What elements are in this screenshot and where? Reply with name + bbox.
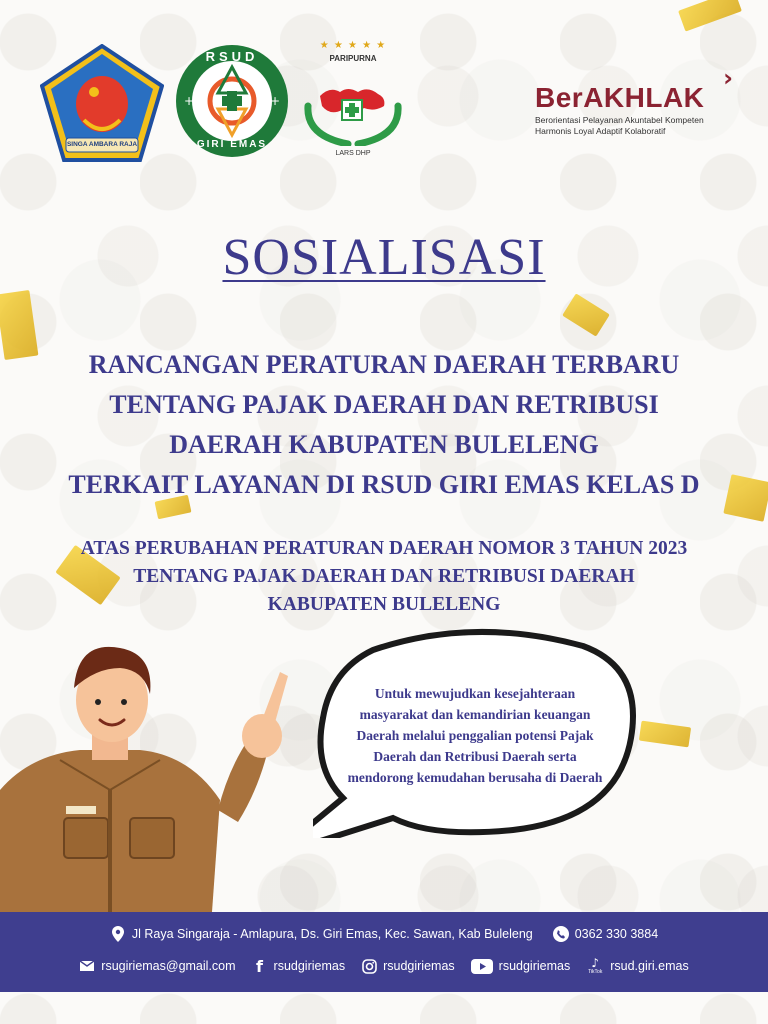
subtitle-line: KABUPATEN BULELENG — [267, 594, 501, 615]
facebook-text: rsudgiriemas — [273, 959, 346, 973]
svg-text:+: + — [270, 94, 281, 108]
email-text: rsugiriemas@gmail.com — [101, 959, 236, 973]
berakhlak-brand: BerAKHLAK — [535, 82, 705, 113]
instagram-text: rsudgiriemas — [383, 959, 455, 973]
bubble-line: mendorong kemudahan berusaha di Daerah — [347, 770, 603, 785]
youtube-item[interactable] — [471, 958, 571, 974]
lars-label: LARS DHP — [335, 150, 371, 157]
confetti-decoration — [562, 293, 610, 336]
youtube-text: rsudgiriemas — [498, 959, 571, 973]
tiktok-item[interactable] — [586, 956, 689, 976]
address-item — [110, 926, 533, 942]
subtitle-line: RANCANGAN PERATURAN DAERAH TERBARU — [88, 350, 680, 379]
subtitle-line: ATAS PERUBAHAN PERATURAN DAERAH NOMOR 3 TAHUN 2023 — [80, 538, 688, 559]
bubble-line: Untuk mewujudkan kesejahteraan — [374, 686, 576, 701]
youtube-icon — [471, 958, 493, 974]
subtitle-line: TERKAIT LAYANAN DI RSUD GIRI EMAS KELAS D — [68, 470, 700, 499]
footer-row-1 — [0, 926, 768, 942]
confetti-decoration — [639, 721, 691, 748]
svg-text:+: + — [184, 94, 195, 108]
contact-footer — [0, 912, 768, 992]
bubble-line: Daerah dan Retribusi Daerah serta — [373, 749, 577, 764]
rsud-giri-emas-logo — [174, 43, 290, 159]
rsud-logo-bottom-text: GIRI EMAS — [196, 139, 268, 150]
subtitle-line: TENTANG PAJAK DAERAH DAN RETRIBUSI DAERAH — [133, 566, 635, 587]
berakhlak-logo — [535, 66, 735, 136]
phone-text: 0362 330 3884 — [574, 927, 659, 941]
facebook-item[interactable] — [252, 958, 346, 974]
tiktok-icon: ♪ TikTok — [588, 956, 603, 975]
officer-character-illustration — [0, 640, 300, 912]
page-title: SOSIALISASI — [222, 229, 546, 286]
address-text: Jl Raya Singaraja - Amlapura, Ds. Giri Emas, Kec. Sawan, Kab Buleleng — [131, 927, 533, 941]
tiktok-text: rsud.giri.emas — [610, 959, 689, 973]
subtitle-secondary — [20, 535, 748, 619]
phone-icon — [553, 926, 569, 942]
chevron-right-icon: › — [723, 64, 733, 92]
speech-bubble-text — [330, 683, 620, 788]
singa-ambara-raja-logo — [40, 44, 164, 162]
paripurna-stars: ★ ★ ★ ★ ★ — [319, 40, 387, 51]
berakhlak-line-1: Berorientasi Pelayanan Akuntabel Kompeten — [535, 115, 704, 125]
berakhlak-line-2: Harmonis Loyal Adaptif Kolaboratif — [535, 126, 666, 136]
tiktok-label: TikTok — [588, 969, 603, 975]
envelope-icon — [79, 958, 95, 974]
bubble-line: Daerah melalui penggalian potensi Pajak — [356, 728, 594, 743]
phone-item[interactable] — [553, 926, 658, 942]
paripurna-label: PARIPURNA — [329, 54, 377, 63]
confetti-decoration — [678, 0, 742, 32]
subtitle-line: DAERAH KABUPATEN BULELENG — [169, 430, 599, 459]
paripurna-accreditation-logo — [298, 40, 408, 162]
email-item[interactable] — [79, 958, 235, 974]
bubble-line: masyarakat dan kemandirian keuangan — [359, 707, 591, 722]
location-pin-icon — [110, 926, 126, 942]
singa-caption: SINGA AMBARA RAJA — [66, 141, 138, 148]
footer-row-2 — [0, 956, 768, 976]
instagram-icon — [361, 958, 377, 974]
subtitle-line: TENTANG PAJAK DAERAH DAN RETRIBUSI — [109, 390, 659, 419]
facebook-icon: f — [256, 956, 264, 976]
subtitle-main — [20, 345, 748, 505]
instagram-item[interactable] — [361, 958, 455, 974]
rsud-logo-top-text: RSUD — [205, 49, 259, 64]
